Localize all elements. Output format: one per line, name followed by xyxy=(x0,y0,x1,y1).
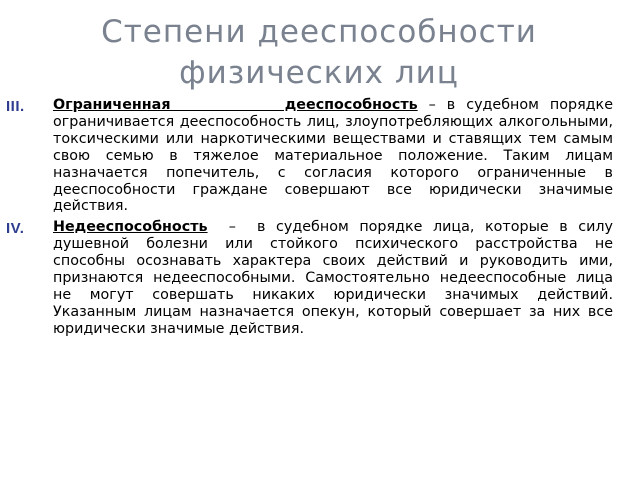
list-item-incapacity xyxy=(0,219,638,337)
list-item-limited-capacity xyxy=(0,97,638,215)
list-item-numeral: III. xyxy=(6,98,25,115)
definition-list xyxy=(0,97,638,342)
list-item-text xyxy=(53,97,613,215)
list-item-text xyxy=(53,219,618,337)
slide-title-line-1: Степени дееспособности xyxy=(101,14,537,50)
list-item-numeral: IV. xyxy=(6,220,25,238)
list-item-body: – в судебном порядке лица, которые в силу душевной болезни или стойкого психического расстройства не способны осознавать характера своих действий и руководить ими, признаются недееспособными. Самостоятельно недееспособные лица не могут совершать никаких юридически значимых действий. Указанным лицам назначается опекун, который совершает за них все юридически значимые действия. xyxy=(53,219,618,337)
slide-title-line-2: физических лиц xyxy=(179,55,459,91)
slide-title xyxy=(0,12,638,94)
list-item-term: Недееспособность xyxy=(53,219,208,236)
list-item-body: – в судебном порядке ограничивается дееспособность лиц, злоупотребляющих алкогольными, токсическими или наркотическими веществами и ставящих тем самым свою семью в тяжелое материальное положение. Таким лицам назначается попечитель, с согласия которого ограниченные в дееспособности граждане совершают все юридически значимые действия. xyxy=(53,97,613,215)
list-item-term: Ограниченная дееспособность xyxy=(53,97,418,113)
